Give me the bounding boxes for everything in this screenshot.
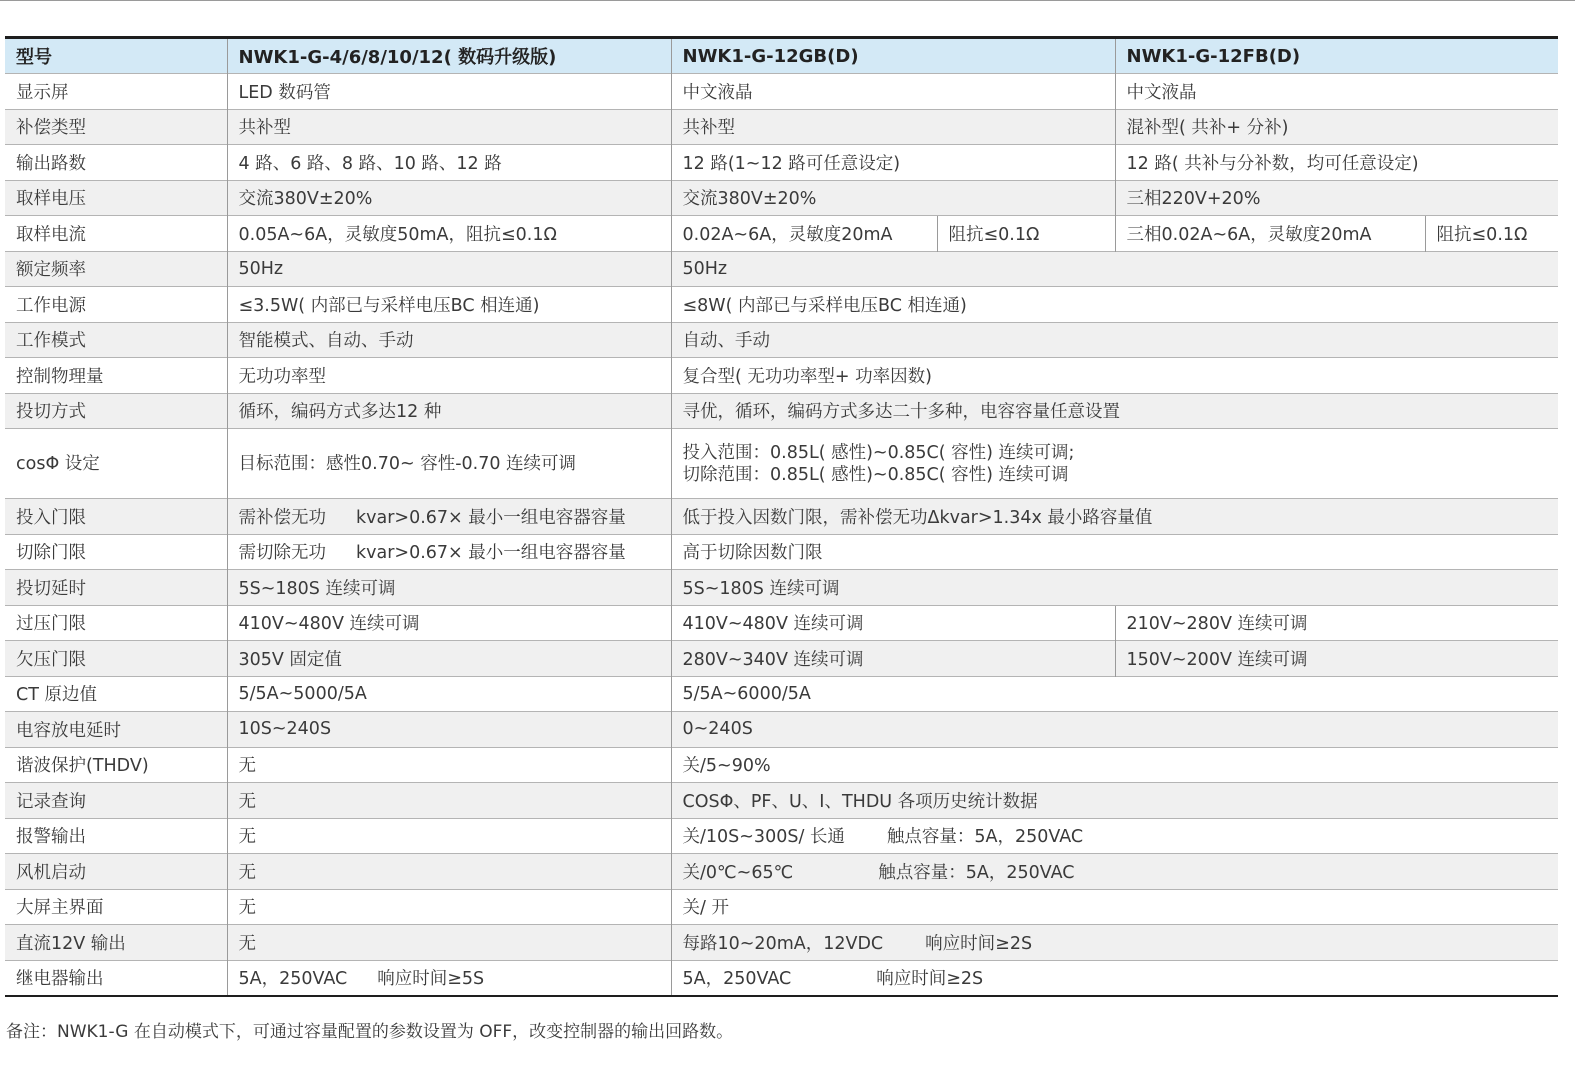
cell-value: 5/5A~5000/5A: [227, 676, 671, 712]
table-row: [5, 251, 1558, 287]
table-row: [5, 747, 1558, 783]
cell-value: 中文液晶: [671, 74, 1115, 110]
cell-value: 5/5A~6000/5A: [671, 676, 1558, 712]
cell-value: 共补型: [227, 109, 671, 145]
cell-value: 复合型( 无功功率型+ 功率因数): [671, 358, 1558, 394]
cell-part: kvar>0.67× 最小一组电容器容量: [356, 543, 626, 564]
cell-value: 关/ 开: [671, 889, 1558, 925]
cell-line: 切除范围：0.85L( 感性)~0.85C( 容性) 连续可调: [682, 464, 1069, 485]
row-label: 报警输出: [5, 818, 227, 854]
cell-part: 响应时间≥5S: [377, 969, 485, 990]
cell-value: 4 路、6 路、8 路、10 路、12 路: [227, 145, 671, 181]
cell-value: 150V~200V 连续可调: [1115, 641, 1558, 677]
header-nwk1-g: NWK1-G-4/6/8/10/12( 数码升级版): [227, 38, 671, 74]
cell-value: [227, 534, 671, 570]
cell-value: 循环，编码方式多达12 种: [227, 393, 671, 429]
header-row: [5, 38, 1558, 74]
table-row: [5, 393, 1558, 429]
cell-value-multiline: [671, 429, 1558, 499]
cell-value: ≤8W( 内部已与采样电压BC 相连通): [671, 287, 1558, 323]
cell-value: [671, 925, 1558, 961]
header-nwk1-g-12gb: NWK1-G-12GB(D): [671, 38, 1115, 74]
cell-value: 0.05A~6A，灵敏度50mA，阻抗≤0.1Ω: [227, 216, 671, 252]
footnote: 备注：NWK1-G 在自动模式下，可通过容量配置的参数设置为 OFF，改变控制器的输出回路数。: [6, 1022, 734, 1042]
table-row: [5, 605, 1558, 641]
cell-value: 交流380V±20%: [671, 180, 1115, 216]
table-row: [5, 676, 1558, 712]
cell-value: 无: [227, 818, 671, 854]
row-label: 工作电源: [5, 287, 227, 323]
row-label: 继电器输出: [5, 960, 227, 996]
cell-part: 需切除无功: [238, 543, 326, 564]
row-label: 直流12V 输出: [5, 925, 227, 961]
table-row: [5, 499, 1558, 535]
header-nwk1-g-12fb: NWK1-G-12FB(D): [1115, 38, 1558, 74]
cell-value: [671, 960, 1558, 996]
cell-value: 中文液晶: [1115, 74, 1558, 110]
table-row: [5, 216, 1558, 252]
cell-value: 无: [227, 854, 671, 890]
cell-part: 需补偿无功: [238, 507, 326, 528]
table-row: [5, 854, 1558, 890]
cell-part: 每路10~20mA，12VDC: [682, 933, 884, 954]
cell-value: 无功功率型: [227, 358, 671, 394]
cell-value: 阻抗≤0.1Ω: [937, 216, 1115, 252]
cell-value: 低于投入因数门限，需补偿无功Δkvar>1.34x 最小路容量值: [671, 499, 1558, 535]
row-label: 额定频率: [5, 251, 227, 287]
cell-part: 关/0℃~65℃: [682, 862, 794, 883]
header-model: 型号: [5, 38, 227, 74]
cell-value: [227, 499, 671, 535]
row-label: 大屏主界面: [5, 889, 227, 925]
cell-value: 410V~480V 连续可调: [671, 605, 1115, 641]
cell-value: 寻优，循环，编码方式多达二十多种，电容容量任意设置: [671, 393, 1558, 429]
cell-value: 三相0.02A~6A，灵敏度20mA: [1115, 216, 1425, 252]
row-label: cosΦ 设定: [5, 429, 227, 499]
cell-value: 无: [227, 889, 671, 925]
cell-line: 投入范围：0.85L( 感性)~0.85C( 容性) 连续可调;: [682, 442, 1075, 463]
row-label: 投切方式: [5, 393, 227, 429]
row-label: 取样电压: [5, 180, 227, 216]
table-row: [5, 712, 1558, 748]
table-row: [5, 925, 1558, 961]
table-row: [5, 960, 1558, 996]
cell-value: 12 路( 共补与分补数，均可任意设定): [1115, 145, 1558, 181]
row-label: 过压门限: [5, 605, 227, 641]
cell-value: 410V~480V 连续可调: [227, 605, 671, 641]
table-row: [5, 889, 1558, 925]
cell-value: 210V~280V 连续可调: [1115, 605, 1558, 641]
cell-value: 无: [227, 925, 671, 961]
table-row: [5, 429, 1558, 499]
cell-value: 10S~240S: [227, 712, 671, 748]
cell-value: 280V~340V 连续可调: [671, 641, 1115, 677]
cell-part: 触点容量：5A，250VAC: [878, 862, 1075, 883]
cell-part: 响应时间≥2S: [876, 969, 984, 990]
cell-value: 智能模式、自动、手动: [227, 322, 671, 358]
top-rule: [0, 0, 1575, 1]
cell-value: 5S~180S 连续可调: [671, 570, 1558, 606]
table-row: [5, 570, 1558, 606]
table-row: [5, 358, 1558, 394]
cell-value: 0~240S: [671, 712, 1558, 748]
cell-part: kvar>0.67× 最小一组电容器容量: [356, 507, 626, 528]
cell-value: 交流380V±20%: [227, 180, 671, 216]
cell-value: LED 数码管: [227, 74, 671, 110]
cell-value: 无: [227, 747, 671, 783]
cell-part: 响应时间≥2S: [925, 933, 1033, 954]
row-label: 输出路数: [5, 145, 227, 181]
table-row: [5, 74, 1558, 110]
cell-value: 50Hz: [671, 251, 1558, 287]
row-label: 记录查询: [5, 783, 227, 819]
table-row: [5, 322, 1558, 358]
cell-value: COSΦ、PF、U、I、THDU 各项历史统计数据: [671, 783, 1558, 819]
row-label: 电容放电延时: [5, 712, 227, 748]
table-row: [5, 783, 1558, 819]
table-row: [5, 641, 1558, 677]
cell-value: 关/5~90%: [671, 747, 1558, 783]
table-row: [5, 287, 1558, 323]
cell-value: 共补型: [671, 109, 1115, 145]
cell-value: 5S~180S 连续可调: [227, 570, 671, 606]
row-label: 工作模式: [5, 322, 227, 358]
row-label: 欠压门限: [5, 641, 227, 677]
cell-value: [671, 854, 1558, 890]
table-row: [5, 145, 1558, 181]
row-label: CT 原边值: [5, 676, 227, 712]
row-label: 补偿类型: [5, 109, 227, 145]
row-label: 投入门限: [5, 499, 227, 535]
cell-value: 50Hz: [227, 251, 671, 287]
cell-value: 305V 固定值: [227, 641, 671, 677]
cell-part: 5A，250VAC: [682, 969, 792, 990]
row-label: 取样电流: [5, 216, 227, 252]
row-label: 控制物理量: [5, 358, 227, 394]
cell-value: [227, 960, 671, 996]
cell-value: [671, 818, 1558, 854]
cell-value: 无: [227, 783, 671, 819]
table-row: [5, 534, 1558, 570]
cell-value: 目标范围：感性0.70~ 容性-0.70 连续可调: [227, 429, 671, 499]
cell-value: 高于切除因数门限: [671, 534, 1558, 570]
cell-value: 三相220V+20%: [1115, 180, 1558, 216]
table-row: [5, 180, 1558, 216]
row-label: 投切延时: [5, 570, 227, 606]
cell-value: 自动、手动: [671, 322, 1558, 358]
cell-value: 12 路(1~12 路可任意设定): [671, 145, 1115, 181]
row-label: 风机启动: [5, 854, 227, 890]
cell-value: 0.02A~6A，灵敏度20mA: [671, 216, 937, 252]
spec-table: [5, 36, 1558, 997]
row-label: 切除门限: [5, 534, 227, 570]
row-label: 显示屏: [5, 74, 227, 110]
cell-part: 关/10S~300S/ 长通: [682, 827, 845, 848]
table-row: [5, 818, 1558, 854]
row-label: 谐波保护(THDV): [5, 747, 227, 783]
cell-part: 5A，250VAC: [238, 969, 348, 990]
cell-part: 触点容量：5A，250VAC: [886, 827, 1084, 848]
table-row: [5, 109, 1558, 145]
cell-value: ≤3.5W( 内部已与采样电压BC 相连通): [227, 287, 671, 323]
cell-value: 混补型( 共补+ 分补): [1115, 109, 1558, 145]
cell-value: 阻抗≤0.1Ω: [1425, 216, 1558, 252]
